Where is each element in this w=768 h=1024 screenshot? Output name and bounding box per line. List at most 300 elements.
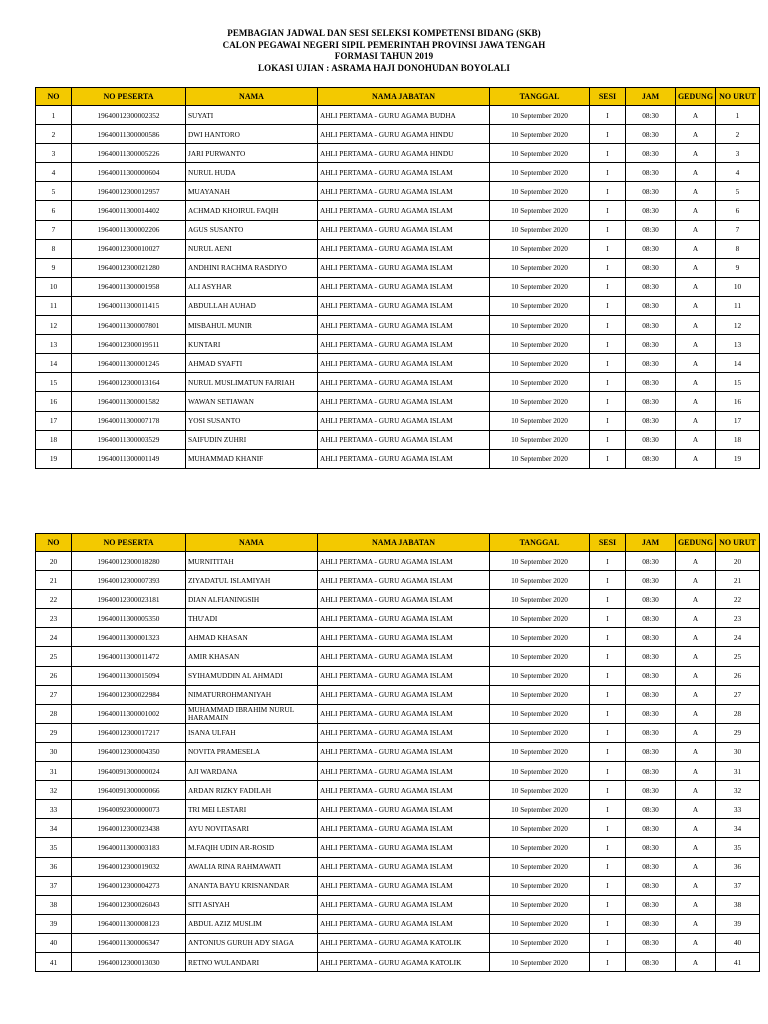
table-row [36, 952, 760, 971]
cell-jam: 08:30 [626, 430, 676, 449]
schedule-table-1 [35, 87, 760, 469]
cell-no: 8 [36, 239, 72, 258]
cell-jam: 08:30 [626, 392, 676, 411]
cell-nama-jabatan: AHLI PERTAMA - GURU AGAMA ISLAM [318, 571, 490, 590]
cell-jam: 08:30 [626, 106, 676, 125]
cell-no-peserta: 19640011300000586 [72, 125, 186, 144]
cell-no-peserta: 19640012300004350 [72, 742, 186, 761]
cell-sesi: I [590, 182, 626, 201]
cell-no-peserta: 19640012300013164 [72, 373, 186, 392]
cell-no-peserta: 19640011300001582 [72, 392, 186, 411]
cell-nama: WAWAN SETIAWAN [186, 392, 318, 411]
cell-jam: 08:30 [626, 411, 676, 430]
cell-gedung: A [676, 106, 716, 125]
cell-nama: DIAN ALFIANINGSIH [186, 590, 318, 609]
cell-no-urut: 26 [716, 666, 760, 685]
cell-tanggal: 10 September 2020 [490, 449, 590, 468]
cell-no-urut: 1 [716, 106, 760, 125]
cell-no: 21 [36, 571, 72, 590]
cell-nama-jabatan: AHLI PERTAMA - GURU AGAMA ISLAM [318, 628, 490, 647]
table-row [36, 781, 760, 800]
table-row [36, 201, 760, 220]
column-header: NO [36, 534, 72, 552]
cell-gedung: A [676, 800, 716, 819]
table-row [36, 800, 760, 819]
cell-sesi: I [590, 277, 626, 296]
cell-no-peserta: 19640012300022984 [72, 685, 186, 704]
cell-gedung: A [676, 819, 716, 838]
cell-gedung: A [676, 628, 716, 647]
cell-nama: ABDUL AZIZ MUSLIM [186, 914, 318, 933]
cell-tanggal: 10 September 2020 [490, 685, 590, 704]
cell-no-peserta: 19640012300002352 [72, 106, 186, 125]
cell-sesi: I [590, 430, 626, 449]
cell-nama: NIMATURROHMANIYAH [186, 685, 318, 704]
cell-jam: 08:30 [626, 914, 676, 933]
cell-no-peserta: 19640011300014402 [72, 201, 186, 220]
table-row [36, 742, 760, 761]
cell-nama: AHMAD SYAFTI [186, 354, 318, 373]
column-header: NAMA [186, 534, 318, 552]
column-header: GEDUNG [676, 534, 716, 552]
cell-sesi: I [590, 220, 626, 239]
cell-no: 23 [36, 609, 72, 628]
table-row [36, 876, 760, 895]
cell-nama: MUHAMMAD KHANIF [186, 449, 318, 468]
table-row [36, 449, 760, 468]
cell-sesi: I [590, 201, 626, 220]
cell-no-urut: 37 [716, 876, 760, 895]
schedule-table-2 [35, 533, 760, 972]
cell-nama: SUYATI [186, 106, 318, 125]
cell-tanggal: 10 September 2020 [490, 144, 590, 163]
table-row [36, 666, 760, 685]
cell-tanggal: 10 September 2020 [490, 552, 590, 571]
cell-no-urut: 20 [716, 552, 760, 571]
cell-no: 39 [36, 914, 72, 933]
table-row [36, 552, 760, 571]
cell-no: 31 [36, 762, 72, 781]
cell-tanggal: 10 September 2020 [490, 392, 590, 411]
cell-tanggal: 10 September 2020 [490, 781, 590, 800]
cell-no-peserta: 19640011300002206 [72, 220, 186, 239]
cell-no-peserta: 19640011300001149 [72, 449, 186, 468]
cell-nama: THU'ADI [186, 609, 318, 628]
table-row [36, 258, 760, 277]
cell-nama-jabatan: AHLI PERTAMA - GURU AGAMA ISLAM [318, 838, 490, 857]
column-header: NAMA JABATAN [318, 88, 490, 106]
cell-no-peserta: 19640011300011415 [72, 296, 186, 315]
cell-nama-jabatan: AHLI PERTAMA - GURU AGAMA ISLAM [318, 857, 490, 876]
cell-nama-jabatan: AHLI PERTAMA - GURU AGAMA ISLAM [318, 316, 490, 335]
cell-no-urut: 17 [716, 411, 760, 430]
table-row [36, 239, 760, 258]
cell-sesi: I [590, 704, 626, 723]
cell-no-urut: 40 [716, 933, 760, 952]
cell-nama-jabatan: AHLI PERTAMA - GURU AGAMA ISLAM [318, 373, 490, 392]
cell-nama-jabatan: AHLI PERTAMA - GURU AGAMA HINDU [318, 144, 490, 163]
cell-no-urut: 6 [716, 201, 760, 220]
cell-no-peserta: 19640011300005350 [72, 609, 186, 628]
cell-no-urut: 28 [716, 704, 760, 723]
cell-no: 33 [36, 800, 72, 819]
cell-no-urut: 15 [716, 373, 760, 392]
cell-nama-jabatan: AHLI PERTAMA - GURU AGAMA ISLAM [318, 220, 490, 239]
cell-no: 13 [36, 335, 72, 354]
cell-no: 2 [36, 125, 72, 144]
cell-nama: ANDHINI RACHMA RASDIYO [186, 258, 318, 277]
cell-no-urut: 14 [716, 354, 760, 373]
cell-no: 26 [36, 666, 72, 685]
cell-sesi: I [590, 914, 626, 933]
cell-sesi: I [590, 144, 626, 163]
cell-jam: 08:30 [626, 571, 676, 590]
cell-no-peserta: 19640012300019032 [72, 857, 186, 876]
table-row [36, 163, 760, 182]
table-row [36, 647, 760, 666]
table-row [36, 685, 760, 704]
table-row [36, 895, 760, 914]
cell-nama-jabatan: AHLI PERTAMA - GURU AGAMA ISLAM [318, 277, 490, 296]
cell-gedung: A [676, 258, 716, 277]
cell-tanggal: 10 September 2020 [490, 895, 590, 914]
cell-no-peserta: 19640091300000024 [72, 762, 186, 781]
cell-jam: 08:30 [626, 838, 676, 857]
cell-tanggal: 10 September 2020 [490, 914, 590, 933]
cell-jam: 08:30 [626, 647, 676, 666]
table-body [36, 552, 760, 972]
cell-no-urut: 39 [716, 914, 760, 933]
cell-no-peserta: 19640012300017217 [72, 723, 186, 742]
cell-tanggal: 10 September 2020 [490, 933, 590, 952]
cell-gedung: A [676, 952, 716, 971]
cell-no-urut: 31 [716, 762, 760, 781]
cell-nama: AWALIA RINA RAHMAWATI [186, 857, 318, 876]
cell-gedung: A [676, 182, 716, 201]
cell-jam: 08:30 [626, 373, 676, 392]
column-header: NO [36, 88, 72, 106]
cell-sesi: I [590, 335, 626, 354]
cell-jam: 08:30 [626, 220, 676, 239]
cell-gedung: A [676, 316, 716, 335]
cell-nama-jabatan: AHLI PERTAMA - GURU AGAMA ISLAM [318, 895, 490, 914]
table-row [36, 571, 760, 590]
cell-no-urut: 38 [716, 895, 760, 914]
table-row [36, 704, 760, 723]
cell-nama-jabatan: AHLI PERTAMA - GURU AGAMA ISLAM [318, 704, 490, 723]
cell-nama-jabatan: AHLI PERTAMA - GURU AGAMA ISLAM [318, 819, 490, 838]
cell-nama: MISBAHUL MUNIR [186, 316, 318, 335]
column-header: NO PESERTA [72, 534, 186, 552]
cell-nama: JARI PURWANTO [186, 144, 318, 163]
cell-no-peserta: 19640011300007801 [72, 316, 186, 335]
cell-nama-jabatan: AHLI PERTAMA - GURU AGAMA ISLAM [318, 609, 490, 628]
cell-no-peserta: 19640011300003183 [72, 838, 186, 857]
cell-tanggal: 10 September 2020 [490, 335, 590, 354]
cell-nama-jabatan: AHLI PERTAMA - GURU AGAMA HINDU [318, 125, 490, 144]
cell-tanggal: 10 September 2020 [490, 106, 590, 125]
cell-tanggal: 10 September 2020 [490, 258, 590, 277]
cell-sesi: I [590, 373, 626, 392]
cell-no-urut: 25 [716, 647, 760, 666]
cell-no-peserta: 19640092300000073 [72, 800, 186, 819]
cell-no: 41 [36, 952, 72, 971]
cell-gedung: A [676, 392, 716, 411]
cell-no-peserta: 19640012300026043 [72, 895, 186, 914]
cell-nama-jabatan: AHLI PERTAMA - GURU AGAMA ISLAM [318, 781, 490, 800]
table-row [36, 373, 760, 392]
cell-gedung: A [676, 201, 716, 220]
cell-jam: 08:30 [626, 857, 676, 876]
cell-gedung: A [676, 857, 716, 876]
cell-no: 14 [36, 354, 72, 373]
cell-sesi: I [590, 819, 626, 838]
cell-gedung: A [676, 354, 716, 373]
cell-sesi: I [590, 392, 626, 411]
header-formation: FORMASI TAHUN 2019 [334, 51, 434, 61]
cell-no-peserta: 19640011300003529 [72, 430, 186, 449]
cell-no: 36 [36, 857, 72, 876]
cell-jam: 08:30 [626, 628, 676, 647]
cell-no-peserta: 19640011300001323 [72, 628, 186, 647]
cell-no-urut: 27 [716, 685, 760, 704]
cell-sesi: I [590, 838, 626, 857]
cell-jam: 08:30 [626, 163, 676, 182]
table-body [36, 106, 760, 469]
cell-no: 3 [36, 144, 72, 163]
cell-no-urut: 36 [716, 857, 760, 876]
cell-nama: ALI ASYHAR [186, 277, 318, 296]
cell-sesi: I [590, 316, 626, 335]
cell-jam: 08:30 [626, 742, 676, 761]
cell-gedung: A [676, 914, 716, 933]
table-row [36, 335, 760, 354]
table-row [36, 838, 760, 857]
cell-sesi: I [590, 781, 626, 800]
cell-sesi: I [590, 666, 626, 685]
column-header: NO PESERTA [72, 88, 186, 106]
cell-no: 28 [36, 704, 72, 723]
cell-nama: MUHAMMAD IBRAHIM NURUL HARAMAIN [186, 704, 318, 723]
table-header-row [36, 534, 760, 552]
cell-gedung: A [676, 895, 716, 914]
cell-sesi: I [590, 628, 626, 647]
cell-no-peserta: 19640011300008123 [72, 914, 186, 933]
cell-nama: MURNITITAH [186, 552, 318, 571]
table-row [36, 125, 760, 144]
cell-gedung: A [676, 277, 716, 296]
cell-no: 25 [36, 647, 72, 666]
cell-nama-jabatan: AHLI PERTAMA - GURU AGAMA ISLAM [318, 392, 490, 411]
column-header: NO URUT [716, 88, 760, 106]
cell-gedung: A [676, 411, 716, 430]
cell-no-urut: 24 [716, 628, 760, 647]
table-row [36, 430, 760, 449]
cell-nama-jabatan: AHLI PERTAMA - GURU AGAMA ISLAM [318, 800, 490, 819]
table-row [36, 819, 760, 838]
cell-no: 37 [36, 876, 72, 895]
cell-gedung: A [676, 590, 716, 609]
cell-nama: AYU NOVITASARI [186, 819, 318, 838]
cell-tanggal: 10 September 2020 [490, 411, 590, 430]
cell-nama-jabatan: AHLI PERTAMA - GURU AGAMA ISLAM [318, 201, 490, 220]
cell-gedung: A [676, 647, 716, 666]
cell-no-urut: 34 [716, 819, 760, 838]
cell-nama: AHMAD KHASAN [186, 628, 318, 647]
cell-gedung: A [676, 838, 716, 857]
table-row [36, 277, 760, 296]
cell-tanggal: 10 September 2020 [490, 742, 590, 761]
cell-gedung: A [676, 163, 716, 182]
column-header: SESI [590, 88, 626, 106]
cell-no: 40 [36, 933, 72, 952]
cell-jam: 08:30 [626, 201, 676, 220]
cell-gedung: A [676, 449, 716, 468]
table-row [36, 609, 760, 628]
cell-nama-jabatan: AHLI PERTAMA - GURU AGAMA ISLAM [318, 876, 490, 895]
cell-nama: NURUL MUSLIMATUN FAJRIAH [186, 373, 318, 392]
cell-sesi: I [590, 258, 626, 277]
cell-gedung: A [676, 430, 716, 449]
cell-tanggal: 10 September 2020 [490, 182, 590, 201]
cell-no: 16 [36, 392, 72, 411]
table-row [36, 220, 760, 239]
cell-tanggal: 10 September 2020 [490, 609, 590, 628]
cell-no-peserta: 19640011300006347 [72, 933, 186, 952]
cell-nama: M.FAQIH UDIN AR-ROSID [186, 838, 318, 857]
cell-no-peserta: 19640091300000066 [72, 781, 186, 800]
document-header [0, 28, 768, 74]
cell-no-urut: 16 [716, 392, 760, 411]
cell-jam: 08:30 [626, 704, 676, 723]
cell-nama: RETNO WULANDARI [186, 952, 318, 971]
cell-tanggal: 10 September 2020 [490, 316, 590, 335]
cell-gedung: A [676, 296, 716, 315]
column-header: NAMA [186, 88, 318, 106]
cell-jam: 08:30 [626, 335, 676, 354]
cell-no: 35 [36, 838, 72, 857]
cell-tanggal: 10 September 2020 [490, 590, 590, 609]
cell-no-urut: 12 [716, 316, 760, 335]
cell-tanggal: 10 September 2020 [490, 239, 590, 258]
cell-nama: TRI MEI LESTARI [186, 800, 318, 819]
cell-nama: AGUS SUSANTO [186, 220, 318, 239]
cell-sesi: I [590, 552, 626, 571]
cell-no-urut: 3 [716, 144, 760, 163]
cell-no-urut: 9 [716, 258, 760, 277]
cell-nama: NURUL AENI [186, 239, 318, 258]
table-row [36, 857, 760, 876]
column-header: SESI [590, 534, 626, 552]
cell-tanggal: 10 September 2020 [490, 666, 590, 685]
column-header: NAMA JABATAN [318, 534, 490, 552]
cell-no-urut: 13 [716, 335, 760, 354]
cell-no: 29 [36, 723, 72, 742]
cell-sesi: I [590, 590, 626, 609]
cell-no-peserta: 19640011300001245 [72, 354, 186, 373]
cell-sesi: I [590, 609, 626, 628]
cell-no-urut: 5 [716, 182, 760, 201]
cell-no: 5 [36, 182, 72, 201]
table-row [36, 411, 760, 430]
cell-tanggal: 10 September 2020 [490, 430, 590, 449]
cell-nama: SAIFUDIN ZUHRI [186, 430, 318, 449]
table-row [36, 628, 760, 647]
cell-nama: DWI HANTORO [186, 125, 318, 144]
cell-no-urut: 29 [716, 723, 760, 742]
cell-no-urut: 18 [716, 430, 760, 449]
cell-jam: 08:30 [626, 876, 676, 895]
column-header: TANGGAL [490, 88, 590, 106]
cell-jam: 08:30 [626, 316, 676, 335]
cell-gedung: A [676, 742, 716, 761]
cell-jam: 08:30 [626, 819, 676, 838]
cell-jam: 08:30 [626, 239, 676, 258]
cell-nama-jabatan: AHLI PERTAMA - GURU AGAMA ISLAM [318, 590, 490, 609]
cell-jam: 08:30 [626, 552, 676, 571]
cell-gedung: A [676, 781, 716, 800]
column-header: JAM [626, 534, 676, 552]
cell-tanggal: 10 September 2020 [490, 373, 590, 392]
cell-nama-jabatan: AHLI PERTAMA - GURU AGAMA ISLAM [318, 723, 490, 742]
cell-no-peserta: 19640012300007393 [72, 571, 186, 590]
cell-nama: YOSI SUSANTO [186, 411, 318, 430]
column-header: NO URUT [716, 534, 760, 552]
cell-no-peserta: 19640011300000604 [72, 163, 186, 182]
cell-nama: ARDAN RIZKY FADILAH [186, 781, 318, 800]
cell-nama-jabatan: AHLI PERTAMA - GURU AGAMA KATOLIK [318, 952, 490, 971]
cell-sesi: I [590, 857, 626, 876]
cell-no-peserta: 19640012300023438 [72, 819, 186, 838]
cell-tanggal: 10 September 2020 [490, 354, 590, 373]
cell-no-urut: 10 [716, 277, 760, 296]
cell-nama: ABDULLAH AUHAD [186, 296, 318, 315]
cell-no-urut: 22 [716, 590, 760, 609]
cell-nama-jabatan: AHLI PERTAMA - GURU AGAMA ISLAM [318, 666, 490, 685]
cell-nama: ACHMAD KHOIRUL FAQIH [186, 201, 318, 220]
cell-jam: 08:30 [626, 800, 676, 819]
cell-no-peserta: 19640012300021280 [72, 258, 186, 277]
cell-gedung: A [676, 666, 716, 685]
cell-tanggal: 10 September 2020 [490, 762, 590, 781]
cell-sesi: I [590, 876, 626, 895]
cell-no: 20 [36, 552, 72, 571]
cell-no-urut: 19 [716, 449, 760, 468]
header-location: LOKASI UJIAN : ASRAMA HAJI DONOHUDAN BOYOLALI [257, 62, 511, 73]
cell-no-urut: 8 [716, 239, 760, 258]
cell-no: 11 [36, 296, 72, 315]
table-row [36, 296, 760, 315]
cell-no-peserta: 19640012300019511 [72, 335, 186, 354]
cell-nama: AMIR KHASAN [186, 647, 318, 666]
cell-jam: 08:30 [626, 609, 676, 628]
cell-nama-jabatan: AHLI PERTAMA - GURU AGAMA ISLAM [318, 552, 490, 571]
cell-nama: SYIHAMUDDIN AL AHMADI [186, 666, 318, 685]
cell-no: 15 [36, 373, 72, 392]
cell-no-peserta: 19640011300001002 [72, 704, 186, 723]
table-header-row [36, 88, 760, 106]
cell-nama-jabatan: AHLI PERTAMA - GURU AGAMA ISLAM [318, 335, 490, 354]
cell-sesi: I [590, 895, 626, 914]
cell-nama: NOVITA PRAMESELA [186, 742, 318, 761]
cell-nama: KUNTARI [186, 335, 318, 354]
cell-no-peserta: 19640011300005226 [72, 144, 186, 163]
cell-no-urut: 7 [716, 220, 760, 239]
cell-sesi: I [590, 647, 626, 666]
cell-nama-jabatan: AHLI PERTAMA - GURU AGAMA ISLAM [318, 163, 490, 182]
cell-sesi: I [590, 762, 626, 781]
table-row [36, 144, 760, 163]
